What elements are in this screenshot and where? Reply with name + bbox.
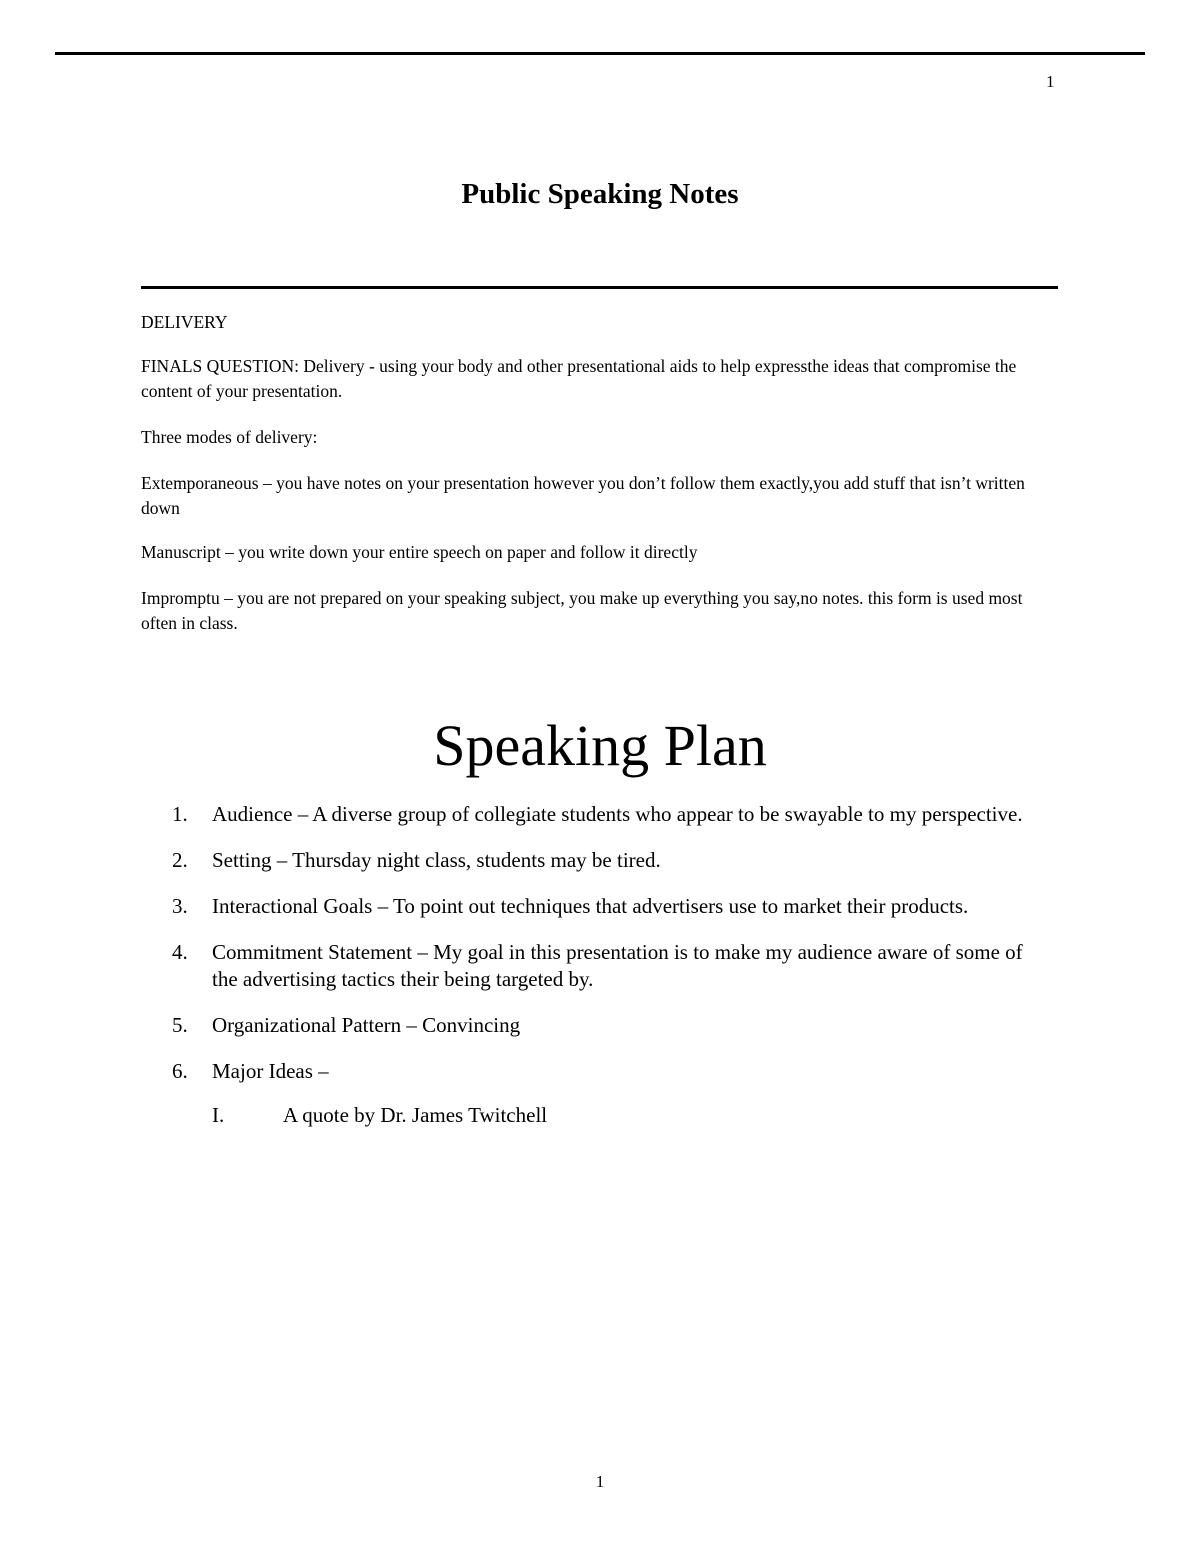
list-item-text: Organizational Pattern – Convincing: [212, 1013, 521, 1037]
sub-list-item-number: I.: [212, 1103, 225, 1127]
notes-paragraph: FINALS QUESTION: Delivery - using your body and other presentational aids to help expressthe ideas that compromise the content of your presentation.: [141, 356, 1017, 401]
notes-paragraph: Extemporaneous – you have notes on your presentation however you don’t follow them exactly,you add stuff that isn’t written down: [141, 473, 1025, 518]
header-rule: [55, 52, 1145, 55]
title-rule: [141, 286, 1058, 289]
list-item-number: 4.: [172, 940, 188, 964]
list-item: [0, 893, 1052, 920]
notes-section: [141, 310, 1051, 655]
list-item: [0, 1012, 1052, 1039]
notes-paragraph: Three modes of delivery:: [141, 427, 318, 447]
sub-list-item-text: A quote by Dr. James Twitchell: [283, 1103, 548, 1127]
page-number-top: 1: [1046, 72, 1055, 91]
list-item-text: Interactional Goals – To point out techniques that advertisers use to market their products.: [212, 894, 969, 918]
list-item: [0, 847, 1052, 874]
list-item: [0, 801, 1052, 828]
sub-list-item: [0, 1102, 1200, 1129]
speaking-plan-title: Speaking Plan: [433, 713, 767, 778]
list-item-text: Commitment Statement – My goal in this presentation is to make my audience aware of some of the advertising tactics their being targeted by.: [212, 940, 1023, 991]
list-item-text: Audience – A diverse group of collegiate students who appear to be swayable to my perspective.: [212, 802, 1023, 826]
speaking-plan-list: [0, 801, 1200, 1129]
list-item-number: 6.: [172, 1059, 188, 1083]
list-item-number: 5.: [172, 1013, 188, 1037]
page-number-bottom: 1: [595, 1472, 605, 1491]
list-item-number: 1.: [172, 802, 188, 826]
notes-paragraph: Manuscript – you write down your entire speech on paper and follow it directly: [141, 542, 698, 562]
list-item-number: 2.: [172, 848, 188, 872]
list-item-text: Setting – Thursday night class, students may be tired.: [212, 848, 661, 872]
list-item-text: Major Ideas –: [212, 1059, 329, 1083]
notes-heading: DELIVERY: [141, 312, 228, 332]
list-item-number: 3.: [172, 894, 188, 918]
list-item: [0, 1058, 1052, 1085]
document-title: Public Speaking Notes: [461, 178, 739, 210]
list-item: [0, 939, 1052, 993]
notes-paragraph: Impromptu – you are not prepared on your speaking subject, you make up everything you say,no notes. this form is used most often in class.: [141, 588, 1023, 633]
